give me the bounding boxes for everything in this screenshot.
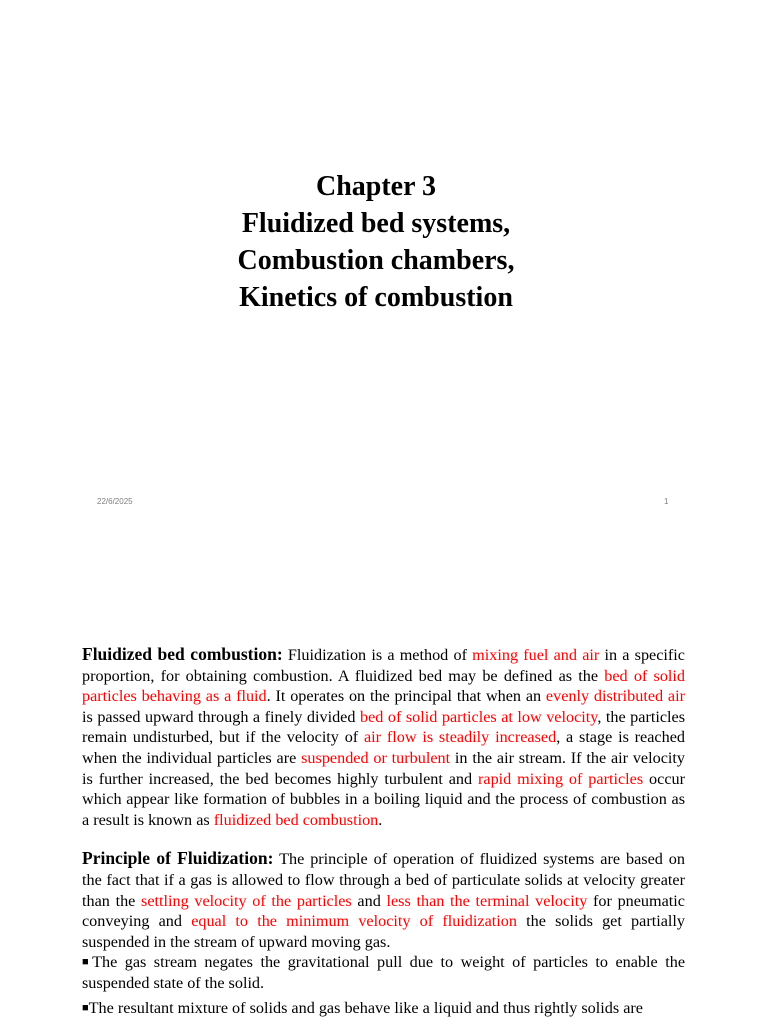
bullet-text: The gas stream negates the gravitational pull due to weight of particles to enable the suspended state of the solid. [82, 953, 685, 992]
text-run: Fluidization is a method of [282, 646, 473, 664]
highlight-text: evenly distributed air [545, 687, 685, 706]
text-run: . [378, 810, 383, 829]
slide-2-body [82, 644, 685, 1018]
highlight-text: suspended or turbulent [301, 748, 451, 767]
paragraph-fluidized-bed-combustion [82, 644, 685, 830]
bullet-text: The resultant mixture of solids and gas behave like a liquid and thus rightly solids are [88, 998, 643, 1017]
text-run: in the air stream. If the air velocity is further increased, the bed becomes highly turbulent and [82, 748, 685, 788]
bullet-item [82, 952, 685, 993]
text-run: and [351, 891, 387, 910]
text-run: The principle of operation of fluidized systems are based on the fact that if a gas is allowed to flow through a bed of particulate solids at velocity greater than the [82, 850, 685, 910]
square-bullet-icon: ■ [82, 1001, 89, 1014]
highlight-text: bed of solid particles behaving as a fluid [82, 666, 686, 706]
text-run: , a stage is reached when the individual particles are [82, 728, 685, 767]
highlight-text: equal to the minimum velocity of fluidization [191, 912, 517, 931]
text-run: , the particles remain undisturbed, but if the velocity of [82, 707, 685, 747]
highlight-text: bed of solid particles at low velocity [359, 707, 598, 726]
paragraph-heading: Principle of Fluidization: [82, 848, 274, 869]
slide-page-number: 1 [664, 497, 669, 506]
text-run: in a specific proportion, for obtaining combustion. A fluidized bed may be defined as the [82, 646, 685, 685]
highlight-text: air flow is steadily increased [363, 728, 557, 747]
text-run: occur which appear like formation of bubbles in a boiling liquid and the process of combustion as a result is known as [82, 769, 685, 829]
title-line-kinetics: Kinetics of combustion [239, 282, 513, 313]
text-run: for pneumatic conveying and [82, 891, 685, 931]
highlight-text: less than the terminal velocity [386, 891, 588, 910]
bullet-item [82, 998, 685, 1019]
title-line-fluidized: Fluidized bed systems, [241, 208, 511, 239]
title-line-chapter: Chapter 3 [315, 171, 437, 202]
text-run: the solids get partially suspended in the stream of upward moving gas. [82, 912, 685, 951]
text-run: is passed upward through a finely divided [82, 707, 360, 726]
paragraph-heading: Fluidized bed combustion: [82, 644, 283, 664]
highlight-text: rapid mixing of particles [478, 769, 644, 788]
highlight-text: fluidized bed combustion [213, 810, 379, 829]
slide-title [0, 168, 752, 316]
highlight-text: settling velocity of the particles [141, 891, 352, 910]
highlight-text: mixing fuel and air [472, 646, 600, 664]
paragraph-principle-of-fluidization [82, 848, 685, 952]
slide-date: 22/6/2025 [97, 497, 133, 506]
text-run: . It operates on the principal that when an [266, 687, 546, 706]
square-bullet-icon: ■ [82, 956, 93, 969]
title-line-combustion-chambers: Combustion chambers, [237, 245, 515, 276]
